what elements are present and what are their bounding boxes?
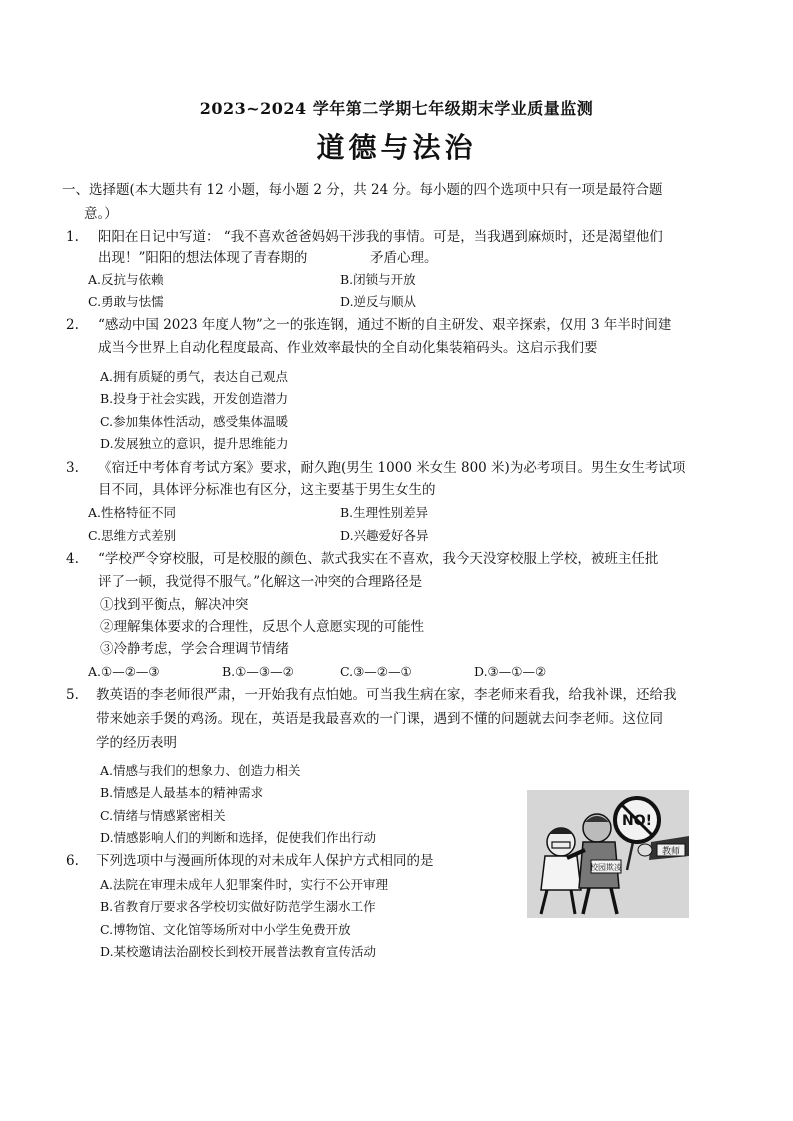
statement-item: ③冷静考虑，学会合理调节情绪 [100,641,289,657]
question-number: 5. [66,687,79,703]
statement-item: ①找到平衡点，解决冲突 [100,597,249,613]
option-b: B.①—③—② [222,664,294,679]
question-stem: “感动中国 2023 年度人物”之一的张连钢，通过不断的自主研发、艰辛探索，仅用 3 年半时间建 [98,317,672,333]
section-heading-cont: 意。） [84,206,118,222]
option-a: A.法院在审理未成年人犯罪案件时，实行不公开审理 [100,877,389,892]
option-b: B.情感是人最基本的精神需求 [100,785,264,800]
question-number: 4. [66,551,79,567]
question-number: 2. [66,317,79,333]
question-stem-cont: 评了一顿，我觉得不服气。”化解这一冲突的合理路径是 [98,574,423,590]
option-a: A.拥有质疑的勇气，表达自己观点 [100,369,289,384]
question-stem-cont: 成当今世界上自动化程度最高、作业效率最快的全自动化集装箱码头。这启示我们要 [98,340,598,356]
option-c: C.情绪与情感紧密相关 [100,808,226,823]
option-d: D.发展独立的意识，提升思维能力 [100,436,289,451]
option-b: B.投身于社会实践，开发创造潜力 [100,391,289,406]
option-b: B.省教育厅要求各学校切实做好防范学生溺水工作 [100,899,376,914]
anti-bullying-cartoon [527,790,689,918]
question-stem: 下列选项中与漫画所体现的对未成年人保护方式相同的是 [96,853,434,869]
question-stem-cont: 矛盾心理。 [370,250,438,266]
sleeve-text: 教师 [661,847,681,857]
option-d: D.兴趣爱好各异 [340,528,429,543]
option-a: A.情感与我们的想象力、创造力相关 [100,763,301,778]
question-stem-cont: 带来她亲手煲的鸡汤。现在，英语是我最喜欢的一门课，遇到不懂的问题就去问李老师。这位同 [96,711,663,727]
option-a: A.①—②—③ [88,664,160,679]
question-stem: “学校严令穿校服，可是校服的颜色、款式我实在不喜欢，我今天没穿校服上学校，被班主任批 [98,551,659,567]
question-number: 1. [66,229,79,245]
option-d: D.某校邀请法治副校长到校开展普法教育宣传活动 [100,944,377,959]
option-c: C.参加集体性活动，感受集体温暖 [100,414,289,429]
option-d: D.逆反与顺从 [340,294,417,309]
question-stem: 阳阳在日记中写道： “我不喜欢爸爸妈妈干涉我的事情。可是，当我遇到麻烦时，还是渴望他们 [98,229,663,245]
option-c: C.思维方式差别 [88,528,177,543]
option-c: C.勇敢与怯懦 [88,294,164,309]
question-stem: 《宿迁中考体育考试方案》要求，耐久跑(男生 1000 米女生 800 米)为必考项目。男生女生考试项 [98,460,686,476]
option-d: D.③—①—② [474,664,547,679]
question-stem: 教英语的李老师很严肃，一开始我有点怕她。可当我生病在家，李老师来看我，给我补课，还给我 [96,687,677,703]
statement-item: ②理解集体要求的合理性，反思个人意愿实现的可能性 [100,619,424,635]
section-heading: 一、选择题(本大题共有 12 小题，每小题 2 分，共 24 分。每小题的四个选项中只有一项是最符合题 [62,182,663,198]
question-number: 3. [66,460,79,476]
subject-title: 道德与法治 [316,131,477,164]
option-a: A.性格特征不同 [88,505,177,520]
option-a: A.反抗与依赖 [88,272,164,287]
option-c: C.③—②—① [340,664,412,679]
no-sign-text: NO! [621,813,653,829]
option-c: C.博物馆、文化馆等场所对中小学生免费开放 [100,922,351,937]
question-stem-cont: 出现！”阳阳的想法体现了青春期的 [98,250,308,266]
vest-text: 校园欺凌 [590,863,622,872]
option-b: B.闭锁与开放 [340,272,416,287]
question-stem-cont: 目不同，具体评分标准也有区分，这主要基于男生女生的 [98,482,436,498]
question-number: 6. [66,853,79,869]
option-d: D.情感影响人们的判断和选择，促使我们作出行动 [100,830,377,845]
question-stem-cont: 学的经历表明 [96,735,177,751]
exam-title: 2023~2024 学年第二学期七年级期末学业质量监测 [199,99,594,118]
option-b: B.生理性别差异 [340,505,429,520]
